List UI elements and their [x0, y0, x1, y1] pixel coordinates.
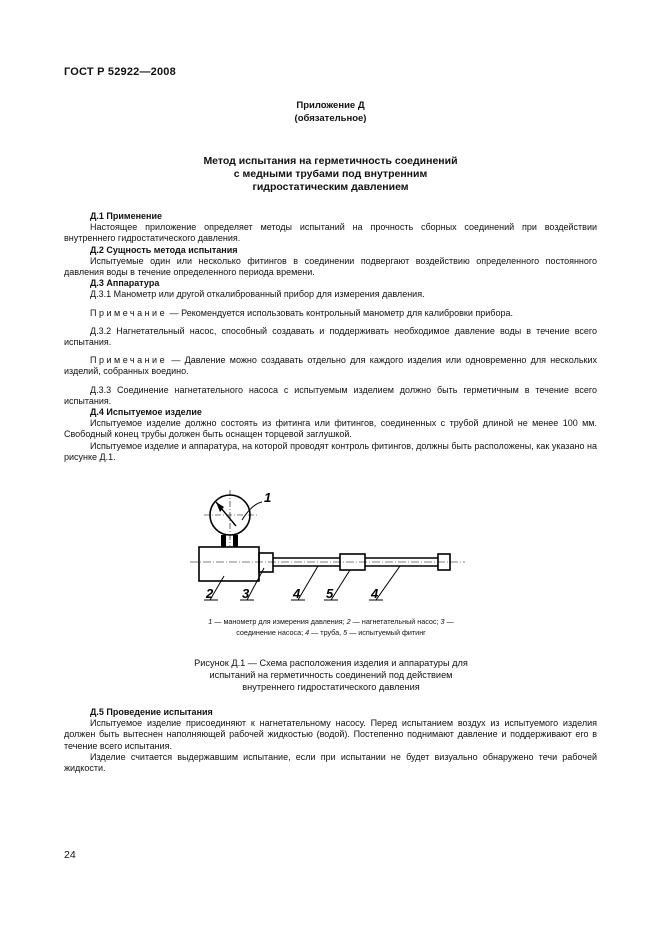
section-d4-heading: Д.4 Испытуемое изделие	[90, 407, 202, 418]
appendix-heading	[64, 99, 597, 125]
section-d3-note1	[64, 308, 597, 319]
note1-label: Примечание	[90, 307, 168, 318]
legend-text-3: — соединение насоса;	[236, 617, 454, 637]
section-d5-p1: Испытуемое изделие присоединяют к нагнетательному насосу. Перед испытанием воздух из испытуемого изделия должен быть вытеснен наполняющей рабочей жидкостью (водой). Постепенно поднимают давление и поддерживают его в течение всего испытания.	[64, 718, 597, 751]
pump-connection	[259, 553, 273, 572]
legend-num-4: 4	[305, 627, 310, 637]
title-line-2: с медными трубами под внутренним	[233, 168, 428, 180]
legend-text-2: — нагнетательный насос;	[350, 617, 441, 626]
label-4a: 4	[293, 586, 301, 601]
label-2: 2	[206, 586, 214, 601]
section-d4-p2: Испытуемое изделие и аппаратура, на которой проводят контроль фитингов, должны быть расположены, как указано на рисунке Д.1.	[64, 440, 597, 462]
pump-body	[199, 547, 259, 581]
legend-text-4: — труба,	[309, 627, 344, 637]
appendix-label: Приложение Д	[296, 100, 365, 111]
note1-text: — Рекомендуется использовать контрольный манометр для калибровки прибора.	[167, 307, 513, 318]
note2-text: — Давление можно создавать отдельно для каждого изделия или одновременно для нескольких изделий, собранных воедино.	[64, 355, 597, 377]
section-d1-heading: Д.1 Применение	[90, 211, 162, 221]
page-number: 24	[64, 849, 76, 861]
section-d1-text: Настоящее приложение определяет методы испытаний на прочность сборных соединений при воздействии внутреннего гидростатического давления.	[64, 222, 597, 244]
section-d3-p3: Д.3.3 Соединение нагнетательного насоса с испытуемым изделием должно быть герметичным в течение всего испытания.	[64, 384, 597, 406]
label-1: 1	[264, 490, 272, 505]
section-d3-note2	[64, 355, 597, 377]
title-line-1: Метод испытания на герметичность соединений	[203, 155, 458, 167]
legend-num-2: 2	[346, 617, 351, 626]
sections-block-2	[64, 707, 597, 774]
note2-label: Примечание	[90, 355, 168, 366]
label-4b: 4	[371, 586, 379, 601]
section-d3-p2: Д.3.2 Нагнетательный насос, способный создавать и поддерживать необходимое давление воды в течение всего испытания.	[64, 325, 597, 348]
document-header: ГОСТ Р 52922—2008	[64, 66, 176, 78]
section-d3-p1: Д.3.1 Манометр или другой откалиброванный прибор для измерения давления.	[90, 289, 425, 300]
title-line-3: гидростатическим давлением	[252, 181, 409, 193]
label-5: 5	[326, 586, 334, 601]
sections-block-1	[64, 211, 597, 463]
legend-num-1: 1	[208, 617, 213, 626]
section-d5-p2: Изделие считается выдержавшим испытание, если при испытании не будет визуально обнаружено течи рабочей жидкости.	[64, 751, 597, 774]
legend-num-3: 3	[440, 617, 445, 626]
section-d2-text: Испытуемые один или несколько фитингов в соединении подвергают воздействию определенного постоянного давления воды в течение определенного периода времени.	[64, 255, 597, 278]
legend-text-1: — манометр для измерения давления;	[212, 617, 347, 626]
legend-text-5: — испытуемый фитинг	[347, 627, 426, 637]
label-3: 3	[242, 586, 250, 601]
section-d4-p1: Испытуемое изделие должно состоять из фитинга или фитингов, соединенных с трубой длиной не менее 100 мм. Свободный конец трубы должен быть оснащен торцевой заглушкой.	[64, 418, 597, 440]
figure-d1-diagram	[190, 490, 472, 612]
legend-num-5: 5	[343, 627, 348, 637]
appendix-status: (обязательное)	[294, 113, 367, 124]
section-d2-heading: Д.2 Сущность метода испытания	[90, 244, 238, 255]
section-d3-heading: Д.3 Аппаратура	[90, 278, 160, 289]
figure-legend	[190, 617, 472, 638]
section-d5-heading: Д.5 Проведение испытания	[90, 707, 213, 717]
figure-caption: Рисунок Д.1 — Схема расположения изделия и аппаратуры для испытаний на герметичность соединений под действием внутреннего гидростатического давления	[194, 658, 468, 692]
appendix-title	[64, 155, 597, 194]
